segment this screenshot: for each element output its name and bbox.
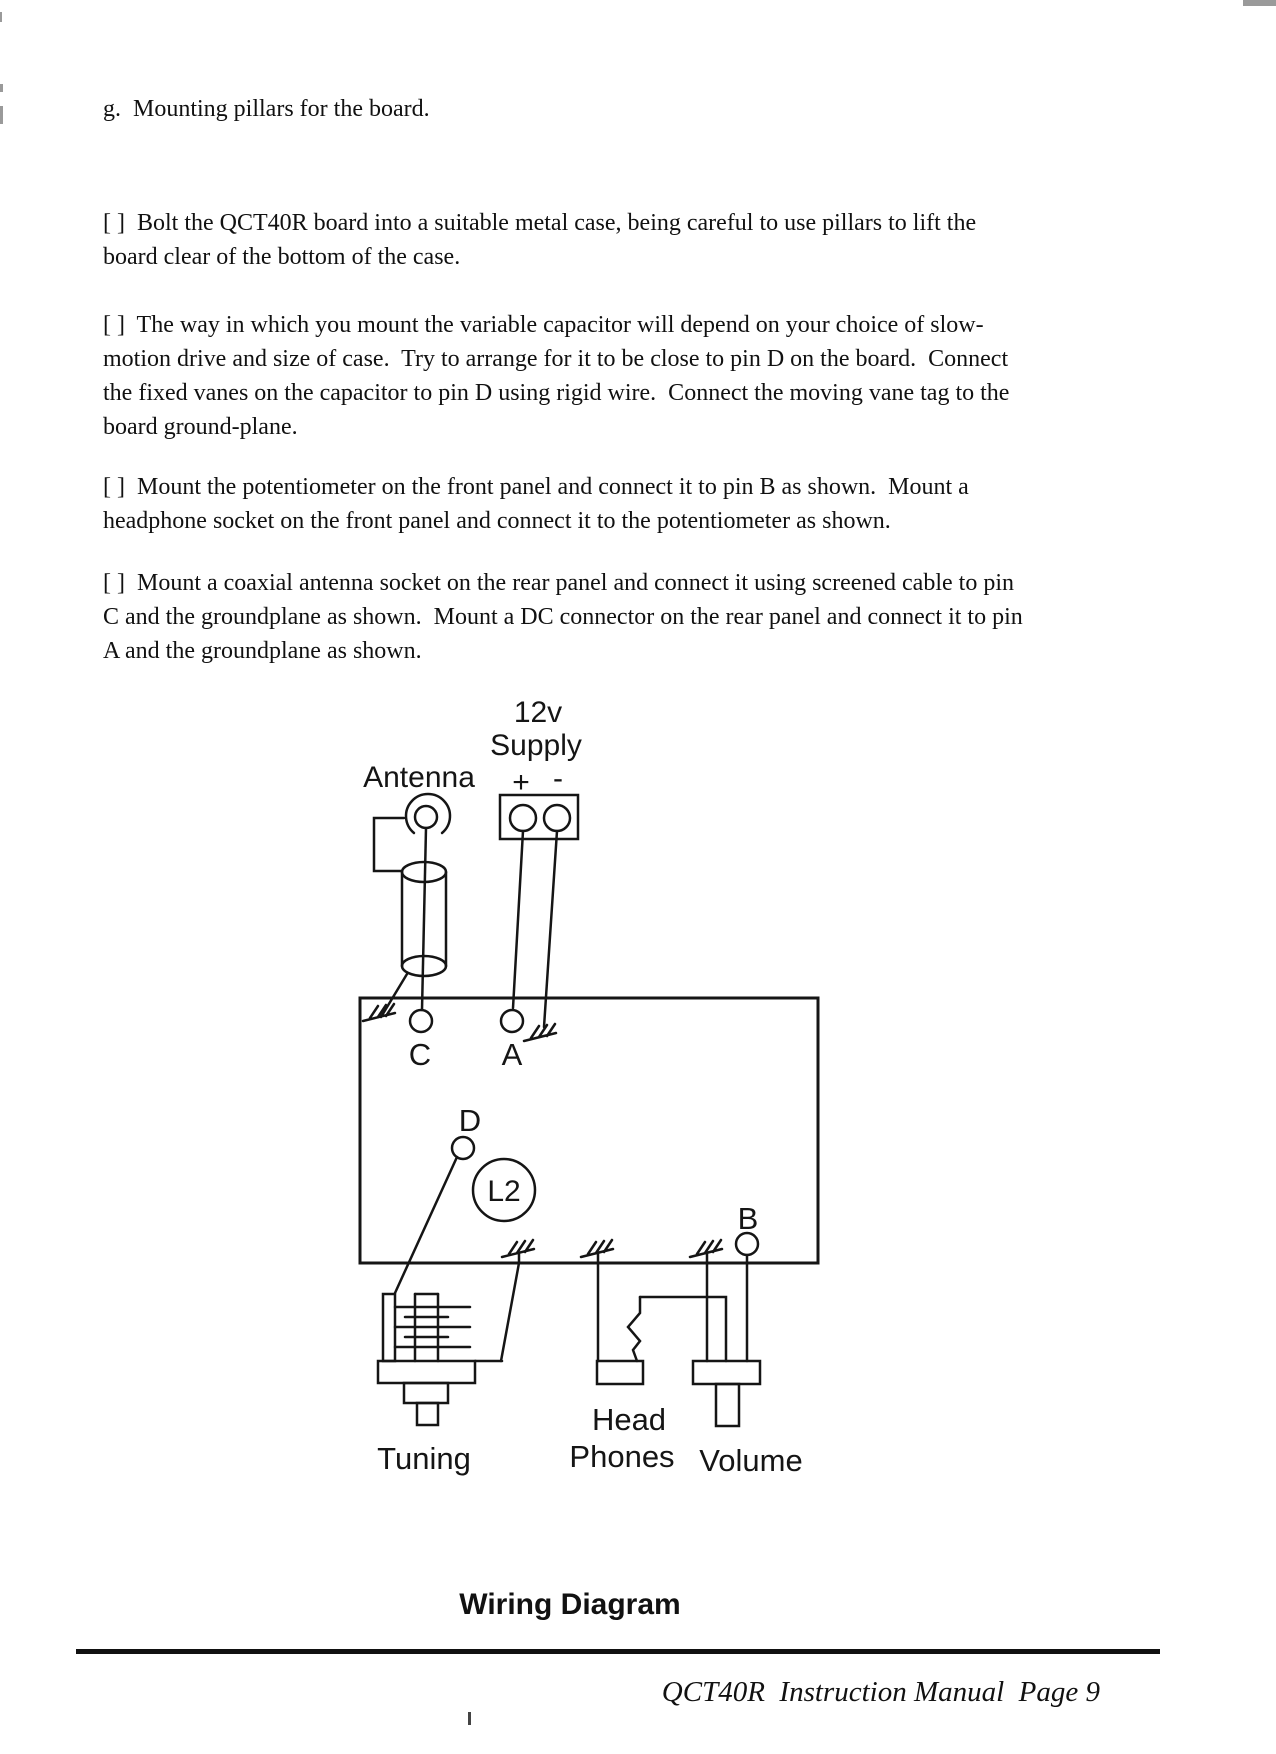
pin-a-circle (501, 1010, 523, 1032)
diagram-caption: Wiring Diagram (459, 1588, 681, 1621)
pin-d-label: D (458, 1103, 482, 1138)
paragraph-line: [ ] Bolt the QCT40R board into a suitable metal case, being careful to use pillars to lift the (103, 210, 977, 236)
volume-pot-symbol (693, 1361, 760, 1426)
heading-text: g. Mounting pillars for the board. (103, 96, 430, 122)
ground-symbol (524, 1024, 556, 1041)
headphones-label-line1: Head (591, 1402, 667, 1437)
headphones-label-line2: Phones (569, 1439, 675, 1474)
pin-a-label: A (501, 1037, 523, 1072)
footer-text: QCT40R Instruction Manual Page 9 (661, 1676, 1100, 1708)
footer-rule (76, 1649, 1160, 1654)
paragraph-line: [ ] Mount a coaxial antenna socket on the rear panel and connect it using screened cable to pin (103, 570, 1014, 596)
paragraph-line: C and the groundplane as shown. Mount a DC connector on the rear panel and connect it to pin (103, 604, 1023, 630)
tuning-ground-wire (501, 1254, 519, 1361)
antenna-socket-symbol (374, 794, 450, 871)
paragraph-line: board ground-plane. (103, 414, 298, 440)
supply-label-line2: Supply (490, 729, 582, 762)
pin-b-circle (736, 1233, 758, 1255)
pin-d-circle (452, 1137, 474, 1159)
volume-label: Volume (699, 1443, 803, 1478)
supply-plus-wire (513, 831, 523, 1008)
antenna-label: Antenna (363, 761, 475, 794)
supply-label-line1: 12v (513, 696, 563, 729)
pin-c-label: C (408, 1037, 432, 1072)
paragraph-line: [ ] Mount the potentiometer on the front panel and connect it to pin B as shown. Mount a (103, 474, 969, 500)
coil-l2-label: L2 (487, 1175, 521, 1208)
paragraph-line: motion drive and size of case. Try to arrange for it to be close to pin D on the board. Connect (103, 346, 1009, 372)
coax-centre-wire (422, 828, 426, 1010)
coax-cable-symbol (381, 828, 446, 1017)
pin-b-label: B (737, 1201, 759, 1236)
paragraph-line: [ ] The way in which you mount the variable capacitor will depend on your choice of slow- (103, 312, 984, 338)
supply-connector-symbol (500, 795, 578, 1027)
pin-d-wire (395, 1157, 457, 1293)
paragraph-line: the fixed vanes on the capacitor to pin D using rigid wire. Connect the moving vane tag to the (103, 380, 1010, 406)
headphone-volume-wire (640, 1297, 726, 1361)
headphone-socket-symbol (597, 1297, 643, 1384)
tuning-label: Tuning (377, 1441, 471, 1476)
minus-label: - (553, 762, 563, 795)
tuning-capacitor-symbol (378, 1294, 502, 1425)
plus-label: + (512, 766, 530, 799)
pin-c-circle (410, 1010, 432, 1032)
paragraph-line: headphone socket on the front panel and connect it to the potentiometer as shown. (103, 508, 891, 534)
paragraph-line: board clear of the bottom of the case. (103, 244, 461, 270)
ground-symbol (363, 1004, 395, 1021)
coax-braid-wire (381, 974, 407, 1017)
paragraph-line: A and the groundplane as shown. (103, 638, 422, 664)
